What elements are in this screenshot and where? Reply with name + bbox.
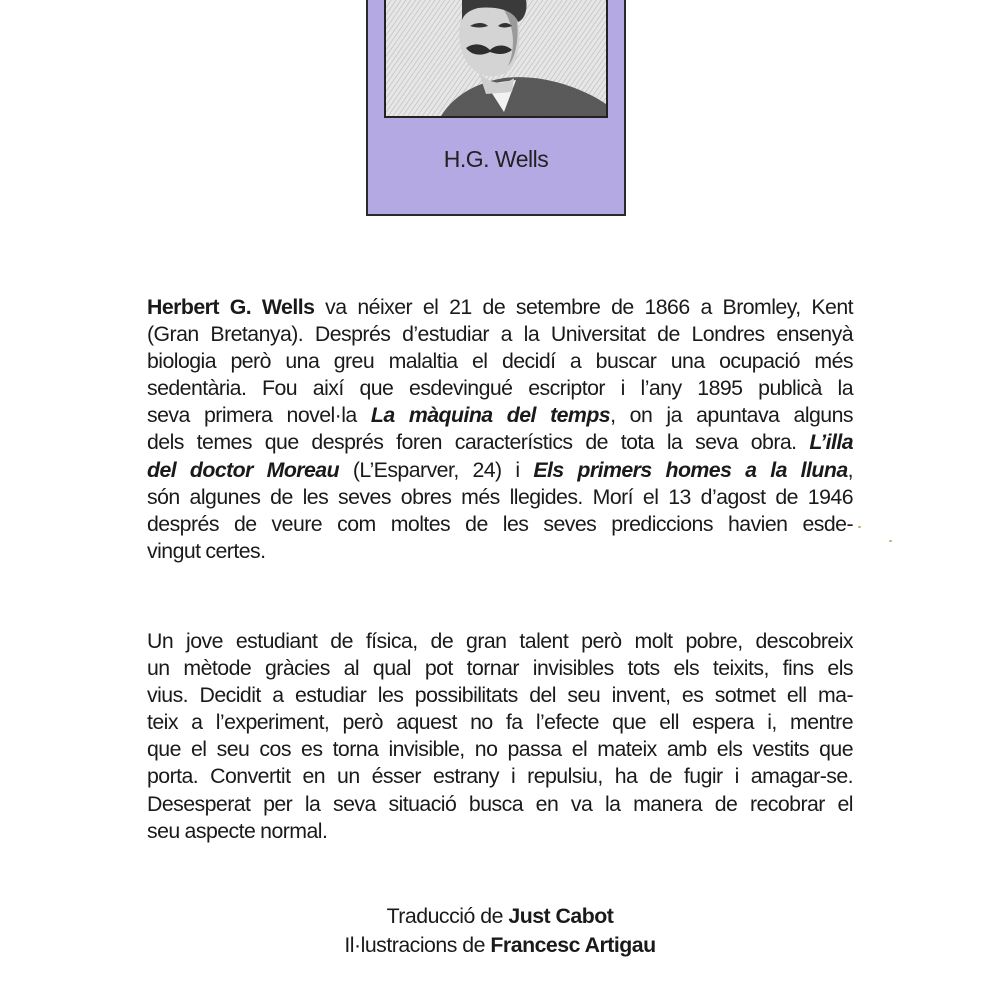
text-run: després de veure com moltes de les seves prediccions havien esde- xyxy=(147,511,853,536)
text-run: , xyxy=(847,457,853,482)
author-portrait-engraving xyxy=(384,0,608,118)
text-run: vius. Decidit a estudiar les possibilitats del seu invent, es sotmet ell ma- xyxy=(147,683,853,708)
text-run: seva primera novel·la xyxy=(147,403,371,428)
text-run: un mètode gràcies al qual pot tornar invisibles tots els teixits, fins els xyxy=(147,656,853,681)
text-line xyxy=(147,682,853,709)
translation-prefix: Traducció de xyxy=(386,904,509,928)
text-run: vingut certes. xyxy=(147,538,266,563)
text-run: Desesperat per la seva situació busca en va la manera de recobrar el xyxy=(147,791,853,816)
text-line xyxy=(147,538,853,565)
author-biography xyxy=(147,294,853,565)
text-line xyxy=(147,484,853,511)
emphasized-text: La màquina del temps xyxy=(370,403,611,428)
emphasized-text: Els primers homes a la lluna xyxy=(533,457,848,482)
portrait-frame xyxy=(366,0,626,216)
text-line xyxy=(147,429,853,456)
emphasized-text: L’illa xyxy=(809,430,853,455)
text-run: sedentària. Fou així que esdevingué escriptor i l’any 1895 publicà la xyxy=(147,376,853,401)
illustrator-name: Francesc Artigau xyxy=(490,933,656,957)
text-line xyxy=(147,818,853,845)
book-synopsis xyxy=(147,628,853,845)
text-line xyxy=(147,709,853,736)
text-line xyxy=(147,655,853,682)
portrait-caption: H.G. Wells xyxy=(443,146,549,172)
text-run: (Gran Bretanya). Després d’estudiar a la Universitat de Londres ensenyà xyxy=(147,322,853,347)
text-line xyxy=(147,402,853,429)
text-run: (L’Esparver, 24) i xyxy=(339,457,534,482)
illustration-prefix: Il·lustracions de xyxy=(344,933,491,957)
text-run: dels temes que després foren característics de tota la seva obra. xyxy=(147,430,810,455)
text-run: seu aspecte normal. xyxy=(147,818,328,843)
credits xyxy=(0,902,1000,960)
text-run: , on ja apuntava alguns xyxy=(610,403,853,428)
text-run: que el seu cos es torna invisible, no passa el mateix amb els vestits que xyxy=(147,737,853,762)
translator-name: Just Cabot xyxy=(508,904,614,928)
text-line xyxy=(147,511,853,538)
text-line xyxy=(147,791,853,818)
text-line xyxy=(147,457,853,484)
emphasized-text: del doctor Moreau xyxy=(147,457,340,482)
text-line xyxy=(147,294,853,321)
translation-credit xyxy=(0,902,1000,931)
paper-speck xyxy=(858,526,861,528)
emphasized-text: Herbert G. Wells xyxy=(147,295,315,319)
paper-speck xyxy=(889,540,892,542)
text-run: va néixer el 21 de setembre de 1866 a Bromley, Kent xyxy=(314,295,853,319)
text-line xyxy=(147,375,853,402)
text-run: teix a l’experiment, però aquest no fa l’efecte que ell espera i, mentre xyxy=(147,710,853,735)
text-run: biologia però una greu malaltia el decidí a buscar una ocupació més xyxy=(147,349,853,374)
text-run: són algunes de les seves obres més llegides. Morí el 13 d’agost de 1946 xyxy=(147,484,853,509)
text-line xyxy=(147,736,853,763)
text-line xyxy=(147,321,853,348)
text-line xyxy=(147,348,853,375)
portrait-illustration-icon xyxy=(386,0,606,116)
text-line xyxy=(147,763,853,790)
text-run: porta. Convertit en un ésser estrany i repulsiu, ha de fugir i amagar-se. xyxy=(147,764,853,789)
text-line xyxy=(147,628,853,655)
text-run: Un jove estudiant de física, de gran talent però molt pobre, descobreix xyxy=(147,629,853,653)
illustration-credit xyxy=(0,931,1000,960)
